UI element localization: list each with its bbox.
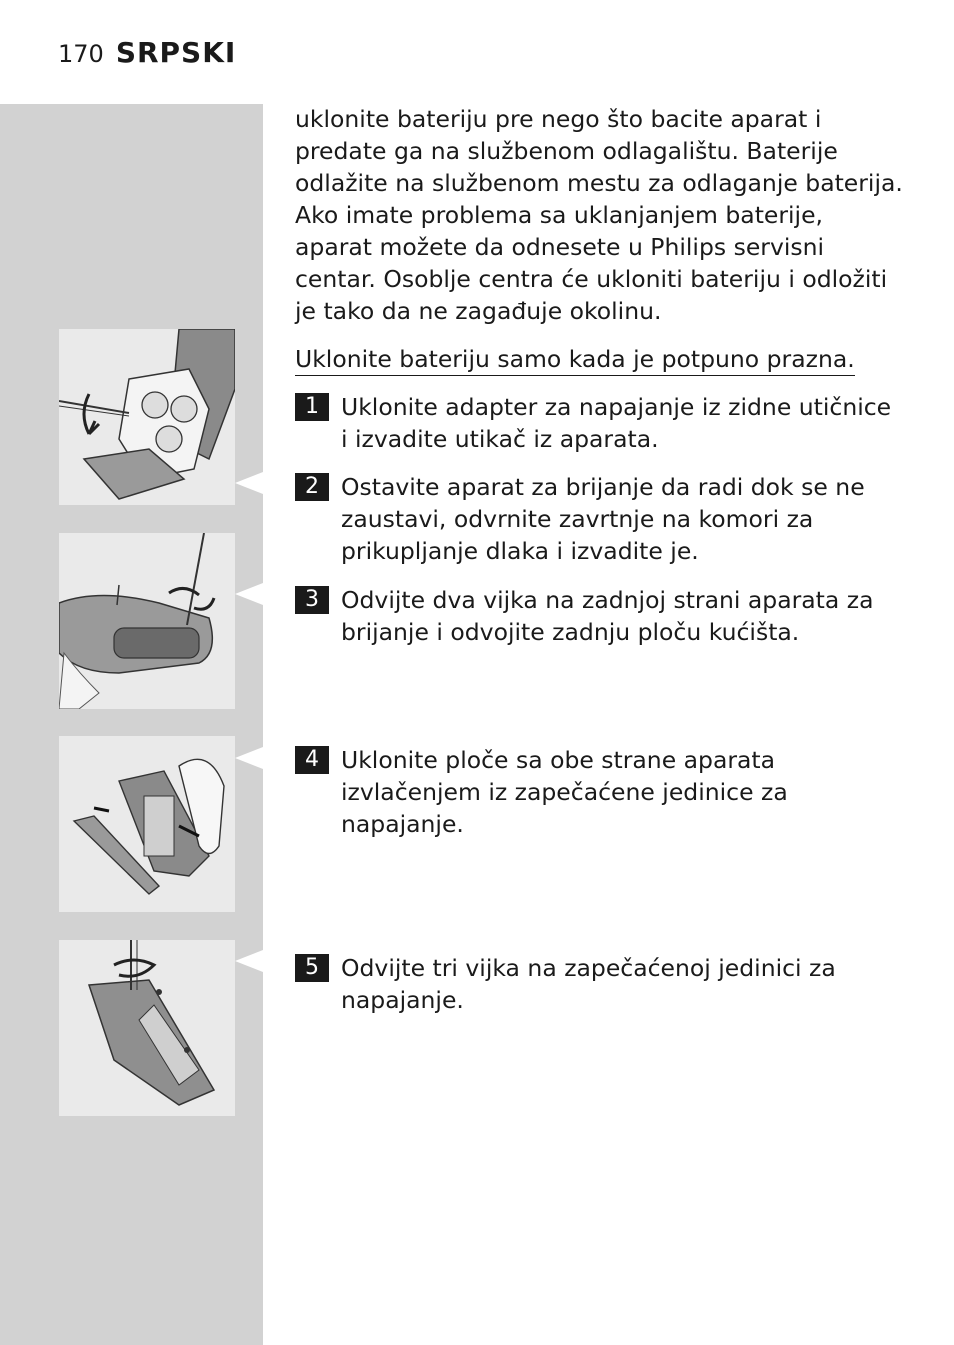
step-number-badge: 2 — [295, 473, 329, 501]
step-number-badge: 1 — [295, 393, 329, 421]
step-text: Odvijte tri vijka na zapečaćenoj jedinici za napajanje. — [341, 954, 836, 1014]
page-number: 170 — [58, 40, 104, 68]
step-number-badge: 4 — [295, 746, 329, 774]
figure-3-pointer — [235, 747, 263, 769]
figure-sealed-unit-screws — [59, 940, 235, 1116]
figure-remove-side-panels — [59, 736, 235, 912]
step-4 — [295, 744, 905, 840]
shaver-head-illustration — [59, 329, 235, 505]
page-header — [58, 36, 236, 72]
figure-back-panel-screws — [59, 533, 235, 709]
warning-text: Uklonite bateriju samo kada je potpuno prazna. — [295, 345, 855, 376]
sealed-unit-illustration — [59, 940, 235, 1116]
intro-text: uklonite bateriju pre nego što bacite aparat i predate ga na službenom odlagalištu. Baterije odlažite na službenom mestu za odlaganje baterija. Ako imate problema sa uklanjanjem baterije, aparat možete da odnesete u Philips servisni centar. Osoblje centra će ukloniti bateriju i odložiti je tako da ne zagađuje okolinu. — [295, 105, 903, 325]
step-text: Uklonite ploče sa obe strane aparata izvlačenjem iz zapečaćene jedinice za napajanje. — [341, 746, 788, 838]
battery-warning — [295, 343, 905, 375]
step-text: Odvijte dva vijka na zadnjoj strani aparata za brijanje i odvojite zadnju ploču kućišta. — [341, 586, 874, 646]
shaver-back-illustration — [59, 533, 235, 709]
step-5 — [295, 952, 905, 1016]
figure-2-pointer — [235, 583, 263, 605]
figure-4-pointer — [235, 950, 263, 972]
step-number-badge: 3 — [295, 586, 329, 614]
step-2 — [295, 471, 905, 567]
step-number-badge: 5 — [295, 954, 329, 982]
step-1 — [295, 391, 905, 455]
step-text: Ostavite aparat za brijanje da radi dok se ne zaustavi, odvrnite zavrtnje na komori za prikupljanje dlaka i izvadite je. — [341, 473, 865, 565]
step-text: Uklonite adapter za napajanje iz zidne utičnice i izvadite utikač iz aparata. — [341, 393, 892, 453]
illustration-sidebar — [0, 104, 263, 1345]
step-3 — [295, 584, 905, 648]
figure-remove-hair-chamber — [59, 329, 235, 505]
figure-1-pointer — [235, 472, 263, 494]
section-title: SRPSKI — [115, 36, 237, 69]
side-panels-illustration — [59, 736, 235, 912]
intro-paragraph — [295, 103, 905, 327]
